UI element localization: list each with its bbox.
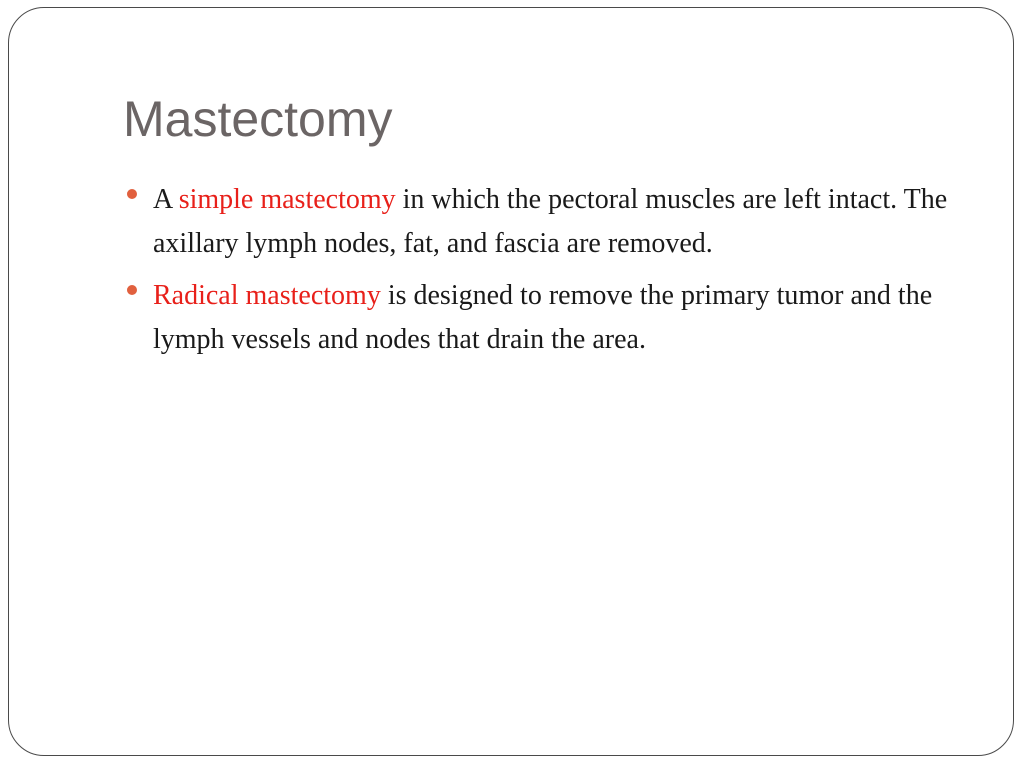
bullet-item — [123, 178, 953, 266]
bullet-text: is designed to remove the primary tumor and the lymph vessels and nodes that drain the area. — [153, 280, 933, 355]
bullet-item — [123, 274, 953, 362]
slide-title: Mastectomy — [123, 91, 393, 147]
bullet-text: in which the pectoral muscles are left intact. The axillary lymph nodes, fat, and fascia are removed. — [153, 184, 948, 259]
bullet-highlight: simple mastectomy — [178, 184, 396, 215]
bullet-dot-icon — [127, 285, 137, 295]
bullet-dot-icon — [127, 189, 137, 199]
bullet-prefix: A — [153, 184, 179, 215]
slide-frame — [8, 7, 1014, 756]
bullet-highlight: Radical mastectomy — [153, 280, 381, 311]
bullet-list — [123, 178, 953, 370]
